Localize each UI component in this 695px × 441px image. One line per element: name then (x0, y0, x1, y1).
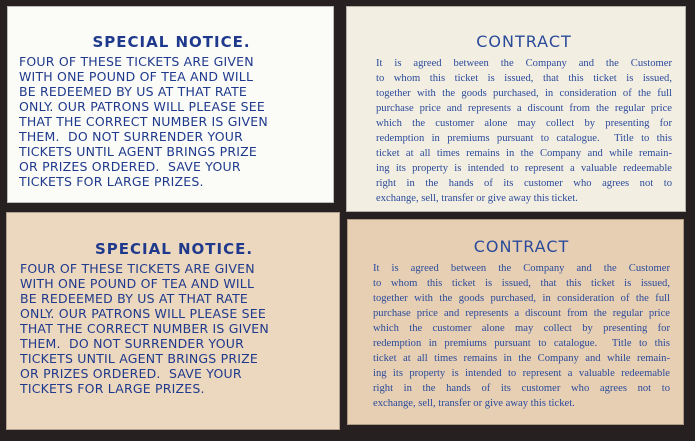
body-line: THEM. DO NOT SURRENDER YOUR (20, 336, 244, 351)
body-line: ONLY. OUR PATRONS WILL PLEASE SEE (20, 306, 266, 321)
body-line: THEM. DO NOT SURRENDER YOUR (19, 129, 243, 144)
body-line: ticket at all times remains in the Company and while remain- (373, 353, 670, 364)
card-body (376, 56, 672, 206)
body-line: redemption in premiums pursuant to catalogue. Title to this (376, 133, 672, 144)
body-line: TICKETS UNTIL AGENT BRINGS PRIZE (20, 351, 258, 366)
card-body (20, 261, 328, 396)
body-line: ing its property is intended to represent a valuable redeemable (376, 163, 672, 174)
contract-card-top (346, 6, 686, 212)
body-line: ticket at all times remains in the Company and while remain- (376, 148, 672, 159)
body-line: THAT THE CORRECT NUMBER IS GIVEN (19, 114, 268, 129)
card-body (19, 54, 324, 189)
body-line: to whom this ticket is issued, that this ticket is issued, (376, 73, 672, 84)
body-line: purchase price and represents a discount from the regular price (373, 308, 670, 319)
card-title: CONTRACT (476, 32, 572, 51)
body-line: to whom this ticket is issued, that this ticket is issued, (373, 278, 670, 289)
body-line: OR PRIZES ORDERED. SAVE YOUR (20, 366, 242, 381)
body-line: FOUR OF THESE TICKETS ARE GIVEN (19, 54, 254, 69)
body-line: ing its property is intended to represent a valuable redeemable (373, 368, 670, 379)
body-line: WITH ONE POUND OF TEA AND WILL (20, 276, 255, 291)
body-line: THAT THE CORRECT NUMBER IS GIVEN (20, 321, 269, 336)
body-line: together with the goods purchased, in consideration of the full (376, 88, 672, 99)
body-line: ONLY. OUR PATRONS WILL PLEASE SEE (19, 99, 265, 114)
body-line: redemption in premiums pursuant to catalogue. Title to this (373, 338, 670, 349)
body-line: TICKETS UNTIL AGENT BRINGS PRIZE (19, 144, 257, 159)
body-line: purchase price and represents a discount from the regular price (376, 103, 672, 114)
body-line: FOUR OF THESE TICKETS ARE GIVEN (20, 261, 255, 276)
body-line: together with the goods purchased, in consideration of the full (373, 293, 670, 304)
body-line: WITH ONE POUND OF TEA AND WILL (19, 69, 254, 84)
body-line: It is agreed between the Company and the Customer (373, 263, 670, 274)
card-body (373, 261, 670, 411)
body-line: BE REDEEMED BY US AT THAT RATE (19, 84, 247, 99)
body-line: exchange, sell, transfer or give away this ticket. (373, 398, 575, 409)
body-line: right in the hands of its customer who agrees not to (376, 178, 672, 189)
special-notice-card-top (7, 6, 334, 203)
card-title: SPECIAL NOTICE. (92, 33, 251, 51)
card-title: CONTRACT (473, 237, 570, 256)
body-line: exchange, sell, transfer or give away this ticket. (376, 193, 578, 204)
special-notice-card-bottom (6, 212, 340, 430)
body-line: It is agreed between the Company and the Customer (376, 58, 672, 69)
contract-card-bottom (347, 219, 684, 425)
body-line: BE REDEEMED BY US AT THAT RATE (20, 291, 248, 306)
body-line: TICKETS FOR LARGE PRIZES. (20, 381, 205, 396)
body-line: which the customer alone may collect by presenting for (373, 323, 670, 334)
card-title: SPECIAL NOTICE. (94, 240, 254, 258)
body-line: right in the hands of its customer who agrees not to (373, 383, 670, 394)
body-line: which the customer alone may collect by presenting for (376, 118, 672, 129)
body-line: TICKETS FOR LARGE PRIZES. (19, 174, 204, 189)
body-line: OR PRIZES ORDERED. SAVE YOUR (19, 159, 241, 174)
